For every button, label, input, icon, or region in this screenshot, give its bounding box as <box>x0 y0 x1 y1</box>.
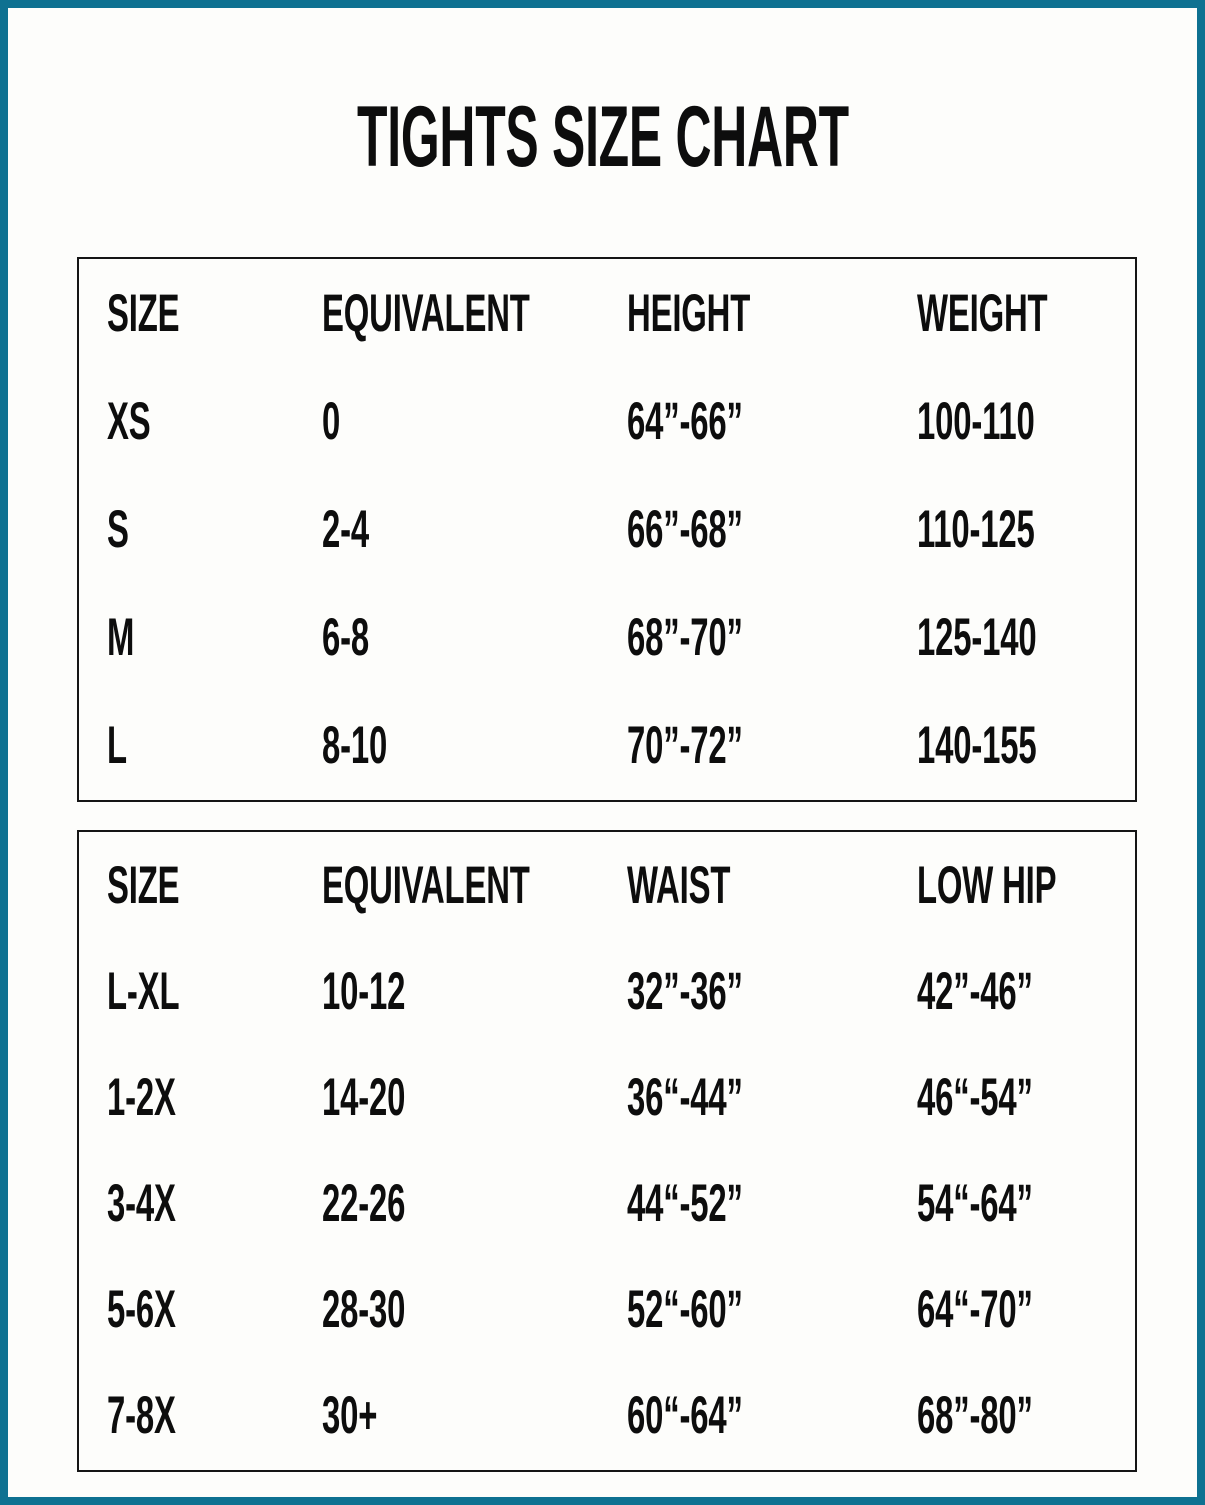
table-row <box>107 583 1135 691</box>
table-header-row <box>107 832 1135 938</box>
table-cell-text: 54“-64” <box>917 1173 1033 1233</box>
column-header-text: WAIST <box>627 855 731 915</box>
table-cell <box>322 1067 627 1128</box>
table-row <box>107 475 1135 583</box>
table-row <box>107 1044 1135 1150</box>
table-cell-text: XS <box>107 391 151 451</box>
table-cell <box>322 1385 627 1446</box>
table-cell <box>107 715 322 776</box>
table-cell-text: 28-30 <box>322 1279 406 1339</box>
column-header-text: HEIGHT <box>627 283 751 343</box>
table-cell-text: 68”-70” <box>627 607 743 667</box>
table-cell <box>627 961 917 1022</box>
table-cell-text: 64“-70” <box>917 1279 1033 1339</box>
column-header <box>627 283 917 344</box>
table-row <box>107 367 1135 475</box>
table-cell-text: 8-10 <box>322 715 388 775</box>
table-cell-text: 30+ <box>322 1385 378 1445</box>
table-cell <box>322 1173 627 1234</box>
table-cell <box>322 607 627 668</box>
column-header <box>107 855 322 916</box>
table-cell-text: 125-140 <box>917 607 1037 667</box>
column-header-text: EQUIVALENT <box>322 855 530 915</box>
table-cell <box>917 715 1135 776</box>
table-cell <box>107 499 322 560</box>
table-cell <box>627 391 917 452</box>
size-table-height-weight <box>77 257 1137 802</box>
page-title-text: TIGHTS SIZE CHART <box>356 89 849 185</box>
table-cell-text: 2-4 <box>322 499 370 559</box>
table-cell-text: 3-4X <box>107 1173 176 1233</box>
table-cell <box>322 499 627 560</box>
table-cell-text: 110-125 <box>917 499 1035 559</box>
table-cell <box>322 961 627 1022</box>
table-cell-text: 22-26 <box>322 1173 406 1233</box>
column-header <box>107 283 322 344</box>
table-cell-text: M <box>107 607 135 667</box>
table-cell-text: L <box>107 715 127 775</box>
table-cell <box>917 1385 1135 1446</box>
table-cell-text: 60“-64” <box>627 1385 743 1445</box>
table-cell <box>917 1067 1135 1128</box>
table-cell <box>107 1385 322 1446</box>
table-cell-text: 70”-72” <box>627 715 743 775</box>
table-cell-text: S <box>107 499 129 559</box>
table-cell-text: 140-155 <box>917 715 1037 775</box>
table-header-row <box>107 259 1135 367</box>
column-header-text: WEIGHT <box>917 283 1048 343</box>
table-cell <box>107 961 322 1022</box>
table-cell-text: L-XL <box>107 961 180 1021</box>
table-cell <box>917 1173 1135 1234</box>
table-cell <box>322 715 627 776</box>
page-title <box>8 89 1197 185</box>
table-cell <box>627 1067 917 1128</box>
table-cell <box>322 391 627 452</box>
table-cell <box>917 607 1135 668</box>
table-row <box>107 1362 1135 1468</box>
table-cell <box>917 1279 1135 1340</box>
column-header <box>322 855 627 916</box>
table-row <box>107 1256 1135 1362</box>
table-row <box>107 691 1135 799</box>
table-cell <box>627 1173 917 1234</box>
table-cell-text: 32”-36” <box>627 961 743 1021</box>
table-cell-text: 52“-60” <box>627 1279 743 1339</box>
table-cell-text: 46“-54” <box>917 1067 1033 1127</box>
table-cell-text: 66”-68” <box>627 499 743 559</box>
table-cell <box>917 499 1135 560</box>
table-row <box>107 938 1135 1044</box>
table-cell <box>917 961 1135 1022</box>
column-header <box>917 283 1135 344</box>
table-cell-text: 44“-52” <box>627 1173 743 1233</box>
table-cell-text: 36“-44” <box>627 1067 743 1127</box>
table-cell <box>627 1279 917 1340</box>
table-cell-text: 0 <box>322 391 341 451</box>
column-header <box>917 855 1142 916</box>
column-header-text: SIZE <box>107 283 180 343</box>
table-cell <box>627 499 917 560</box>
table-cell <box>107 1173 322 1234</box>
table-cell-text: 5-6X <box>107 1279 176 1339</box>
column-header-text: SIZE <box>107 855 180 915</box>
column-header-text: EQUIVALENT <box>322 283 530 343</box>
table-cell-text: 14-20 <box>322 1067 406 1127</box>
column-header-text: LOW HIP <box>917 855 1057 915</box>
table-row <box>107 1150 1135 1256</box>
table-cell-text: 6-8 <box>322 607 370 667</box>
table-cell <box>107 1067 322 1128</box>
table-cell-text: 42”-46” <box>917 961 1033 1021</box>
table-cell <box>322 1279 627 1340</box>
size-table-waist-lowhip <box>77 830 1137 1472</box>
table-cell <box>107 1279 322 1340</box>
table-cell <box>107 607 322 668</box>
table-cell-text: 10-12 <box>322 961 406 1021</box>
table-cell-text: 1-2X <box>107 1067 176 1127</box>
table-cell <box>627 607 917 668</box>
table-cell <box>107 391 322 452</box>
table-cell-text: 64”-66” <box>627 391 743 451</box>
table-cell-text: 68”-80” <box>917 1385 1033 1445</box>
table-cell <box>917 391 1135 452</box>
table-cell <box>627 715 917 776</box>
table-cell-text: 100-110 <box>917 391 1035 451</box>
table-cell <box>627 1385 917 1446</box>
table-cell-text: 7-8X <box>107 1385 176 1445</box>
column-header <box>627 855 917 916</box>
column-header <box>322 283 627 344</box>
